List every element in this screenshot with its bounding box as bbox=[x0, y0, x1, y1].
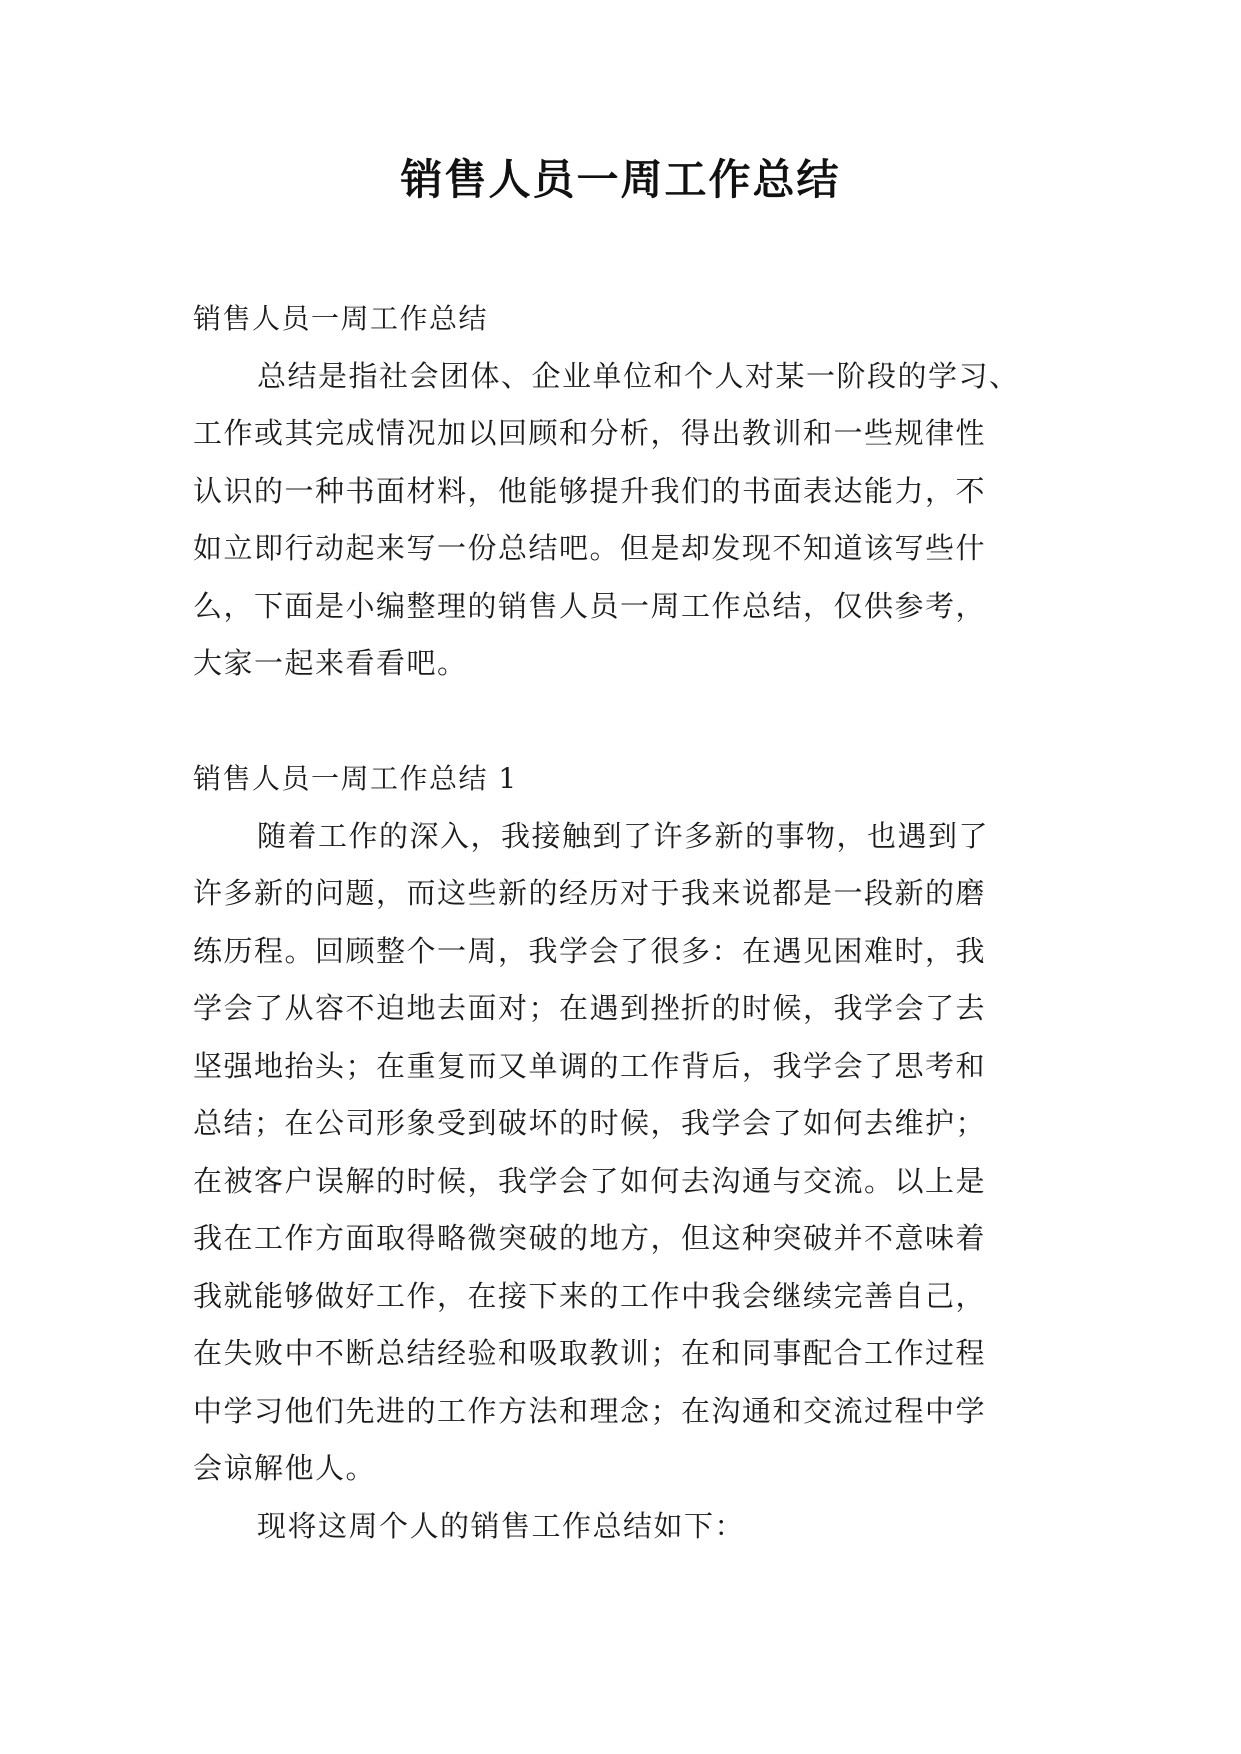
paragraph-line: 大家一起来看看吧。 bbox=[193, 646, 468, 680]
paragraph-line: 练历程。回顾整个一周，我学会了很多：在遇见困难时，我 bbox=[193, 933, 987, 968]
subtitle: 销售人员一周工作总结 bbox=[193, 302, 489, 335]
paragraph-line: 随着工作的深入，我接触到了许多新的事物，也遇到了 bbox=[257, 818, 990, 853]
section-paragraph bbox=[193, 808, 1063, 1498]
section-heading: 销售人员一周工作总结 1 bbox=[193, 762, 518, 795]
paragraph-line: 总结是指社会团体、企业单位和个人对某一阶段的学习、 bbox=[257, 358, 1020, 393]
spacer bbox=[193, 693, 1063, 751]
paragraph-line: 中学习他们先进的工作方法和理念；在沟通和交流过程中学 bbox=[193, 1393, 987, 1428]
section-paragraph-2: 现将这周个人的销售工作总结如下： bbox=[257, 1508, 746, 1543]
paragraph-line: 学会了从容不迫地去面对；在遇到挫折的时候，我学会了去 bbox=[193, 991, 987, 1025]
document-title: 销售人员一周工作总结 bbox=[400, 155, 841, 204]
document-body bbox=[193, 290, 1063, 1555]
paragraph-line: 许多新的问题，而这些新的经历对于我来说都是一段新的磨 bbox=[193, 876, 987, 910]
paragraph-line: 我在工作方面取得略微突破的地方，但这种突破并不意味着 bbox=[193, 1221, 987, 1255]
paragraph-line: 在失败中不断总结经验和吸取教训；在和同事配合工作过程 bbox=[193, 1336, 987, 1370]
paragraph-line: 总结；在公司形象受到破坏的时候，我学会了如何去维护； bbox=[193, 1106, 987, 1140]
paragraph-line: 如立即行动起来写一份总结吧。但是却发现不知道该写些什 bbox=[193, 531, 987, 565]
paragraph-line: 会谅解他人。 bbox=[193, 1451, 377, 1485]
paragraph-line: 工作或其完成情况加以回顾和分析，得出教训和一些规律性 bbox=[193, 416, 987, 450]
paragraph-line: 么，下面是小编整理的销售人员一周工作总结，仅供参考， bbox=[193, 588, 987, 623]
paragraph-line: 我就能够做好工作，在接下来的工作中我会继续完善自己， bbox=[193, 1278, 987, 1313]
paragraph-line: 认识的一种书面材料，他能够提升我们的书面表达能力，不 bbox=[193, 473, 987, 508]
intro-paragraph bbox=[193, 348, 1063, 693]
paragraph-line: 坚强地抬头；在重复而又单调的工作背后，我学会了思考和 bbox=[193, 1048, 987, 1083]
paragraph-line: 在被客户误解的时候，我学会了如何去沟通与交流。以上是 bbox=[193, 1163, 987, 1198]
